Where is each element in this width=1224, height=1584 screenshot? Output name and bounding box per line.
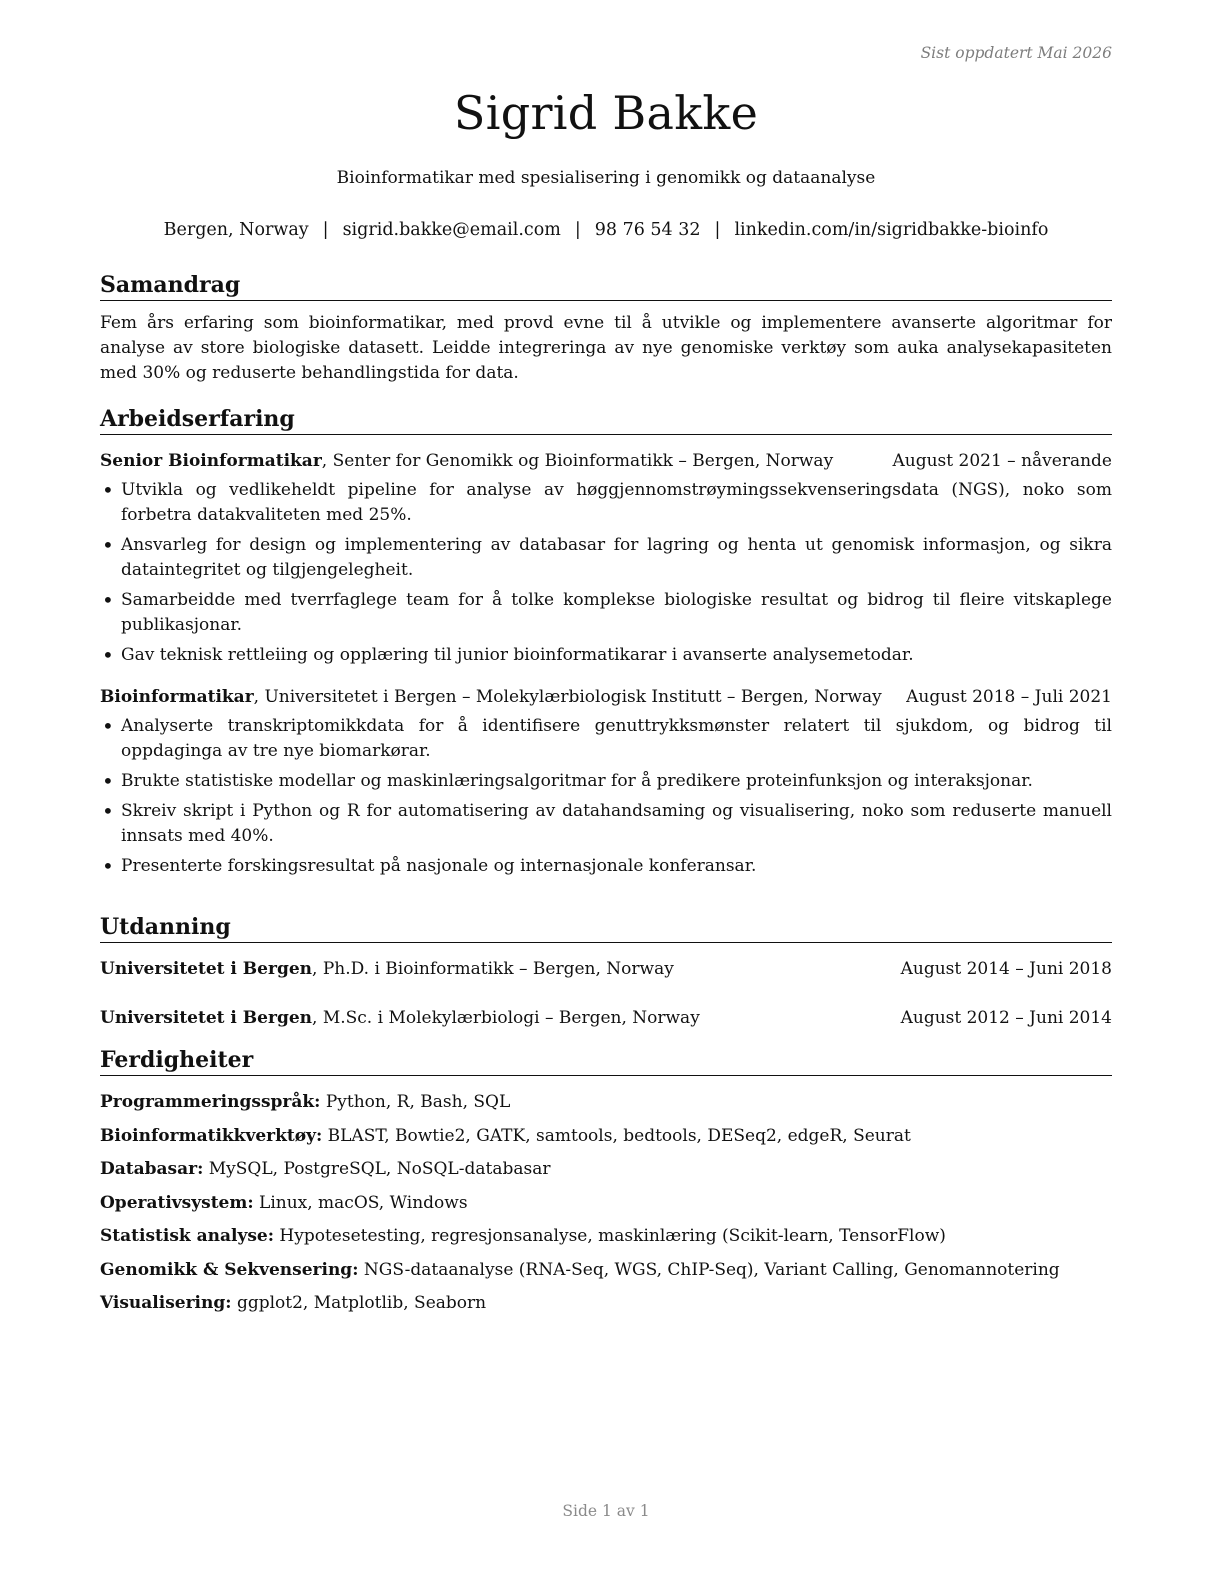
skill-value: Linux, macOS, Windows <box>253 1192 468 1213</box>
skill-row <box>100 1258 1112 1283</box>
section-title-experience: Arbeidserfaring <box>100 404 1112 435</box>
skill-row <box>100 1124 1112 1149</box>
skill-value: NGS-dataanalyse (RNA-Seq, WGS, ChIP-Seq), Variant Calling, Genomannotering <box>358 1259 1060 1280</box>
skill-value: ggplot2, Matplotlib, Seaborn <box>231 1293 487 1313</box>
skill-value: BLAST, Bowtie2, GATK, samtools, bedtools, DESeq2, edgeR, Seurat <box>322 1125 911 1146</box>
skill-value: MySQL, PostgreSQL, NoSQL-databasar <box>203 1159 551 1179</box>
section-title-summary: Samandrag <box>100 270 1112 301</box>
skill-row <box>100 1157 1112 1182</box>
skill-label: Operativsystem: <box>100 1192 254 1213</box>
skill-row <box>100 1090 1112 1115</box>
education-dates: August 2014 – Juni 2018 <box>900 959 1112 979</box>
job-bullets <box>100 714 1112 879</box>
contact-separator: | <box>574 220 581 240</box>
skill-value: Python, R, Bash, SQL <box>320 1092 511 1112</box>
job-header <box>100 685 1112 710</box>
contact-email[interactable]: sigrid.bakke@email.com <box>342 220 561 240</box>
summary-section <box>100 270 1112 386</box>
education-line <box>100 957 674 982</box>
job-title-line <box>100 449 833 474</box>
job-bullet: • Ansvarleg for design og implementering av databasar for lagring og henta ut genomisk informasjon, og sikra dataintegritet og tilgjengelegheit. <box>100 533 1112 583</box>
job-bullet: • Samarbeidde med tverrfaglege team for å tolke komplekse biologiske resultat og bidrog til fleire vitskaplege publikasjonar. <box>100 588 1112 638</box>
candidate-name: Sigrid Bakke <box>453 86 759 140</box>
skill-row <box>100 1191 1112 1216</box>
skill-label: Programmeringsspråk: <box>100 1092 321 1112</box>
education-school: Universitetet i Bergen <box>100 1008 313 1028</box>
section-title-skills: Ferdigheiter <box>100 1045 1112 1076</box>
skill-label: Genomikk & Sekvensering: <box>100 1259 359 1280</box>
skill-label: Databasar: <box>100 1159 204 1179</box>
job-dates: August 2021 – nåverande <box>892 451 1112 471</box>
education-entry <box>100 957 1112 982</box>
section-title-education: Utdanning <box>100 912 1112 943</box>
job-header <box>100 449 1112 474</box>
education-degree: , Ph.D. i Bioinformatikk – Bergen, Norway <box>312 959 674 979</box>
resume-page <box>100 0 1112 1584</box>
job-bullet: • Presenterte forskingsresultat på nasjonale og internasjonale konferansar. <box>100 854 1112 879</box>
education-line <box>100 1006 700 1031</box>
job-entry <box>100 449 1112 668</box>
contact-location: Bergen, Norway <box>163 220 309 240</box>
job-title-line <box>100 685 882 710</box>
education-degree: , M.Sc. i Molekylærbiologi – Bergen, Norway <box>312 1008 700 1028</box>
education-dates: August 2012 – Juni 2014 <box>900 1008 1112 1028</box>
skill-row <box>100 1291 1112 1316</box>
job-entry <box>100 685 1112 879</box>
job-bullets <box>100 478 1112 668</box>
contact-phone: 98 76 54 32 <box>594 220 701 240</box>
job-bullet: • Brukte statistiske modellar og maskinlæringsalgoritmar for å predikere proteinfunksjon og interaksjonar. <box>100 769 1112 794</box>
job-dates: August 2018 – Juli 2021 <box>906 687 1112 707</box>
education-entry <box>100 1006 1112 1031</box>
job-bullet: • Utvikla og vedlikeheldt pipeline for analyse av høggjennomstrøymingssekvenseringsdata (NGS), noko som forbetra datakvaliteten med 25%. <box>100 478 1112 528</box>
skill-label: Bioinformatikkverktøy: <box>100 1125 323 1146</box>
job-role: Bioinformatikar <box>100 687 254 707</box>
education-school: Universitetet i Bergen <box>100 959 313 979</box>
education-section <box>100 912 1112 1031</box>
skills-section <box>100 1045 1112 1325</box>
last-updated: Sist oppdatert Mai 2026 <box>920 44 1112 62</box>
job-bullet: • Analyserte transkriptomikkdata for å identifisere genuttrykksmønster relatert til sjukdom, og bidrog til oppdaginga av tre nye biomarkørar. <box>100 714 1112 764</box>
job-bullet: • Gav teknisk rettleiing og opplæring til junior bioinformatikarar i avanserte analysemetodar. <box>100 643 1112 668</box>
job-org: , Universitetet i Bergen – Molekylærbiologisk Institutt – Bergen, Norway <box>253 687 882 707</box>
skill-value: Hypotesetesting, regresjonsanalyse, maskinlæring (Scikit-learn, TensorFlow) <box>274 1226 946 1246</box>
skill-row <box>100 1224 1112 1249</box>
job-org: , Senter for Genomikk og Bioinformatikk – Bergen, Norway <box>321 451 834 471</box>
skill-label: Visualisering: <box>100 1293 232 1313</box>
page-number: Side 1 av 1 <box>562 1502 650 1520</box>
contact-line <box>100 220 1112 240</box>
skills-list <box>100 1090 1112 1316</box>
contact-separator: | <box>714 220 721 240</box>
experience-section <box>100 404 1112 884</box>
contact-linkedin[interactable]: linkedin.com/in/sigridbakke-bioinfo <box>734 220 1049 240</box>
contact-separator: | <box>322 220 329 240</box>
skill-label: Statistisk analyse: <box>100 1226 274 1246</box>
headline: Bioinformatikar med spesialisering i genomikk og dataanalyse <box>336 168 876 188</box>
job-bullet: • Skreiv skript i Python og R for automatisering av datahandsaming og visualisering, noko som reduserte manuell innsats med 40%. <box>100 799 1112 849</box>
job-role: Senior Bioinformatikar <box>100 451 322 471</box>
summary-text: Fem års erfaring som bioinformatikar, med provd evne til å utvikle og implementere avanserte algoritmar for analyse av store biologiske datasett. Leidde integreringa av nye genomiske verktøy som auka analysekapasiteten med 30% og reduserte behandlingstida for data. <box>100 313 1112 383</box>
